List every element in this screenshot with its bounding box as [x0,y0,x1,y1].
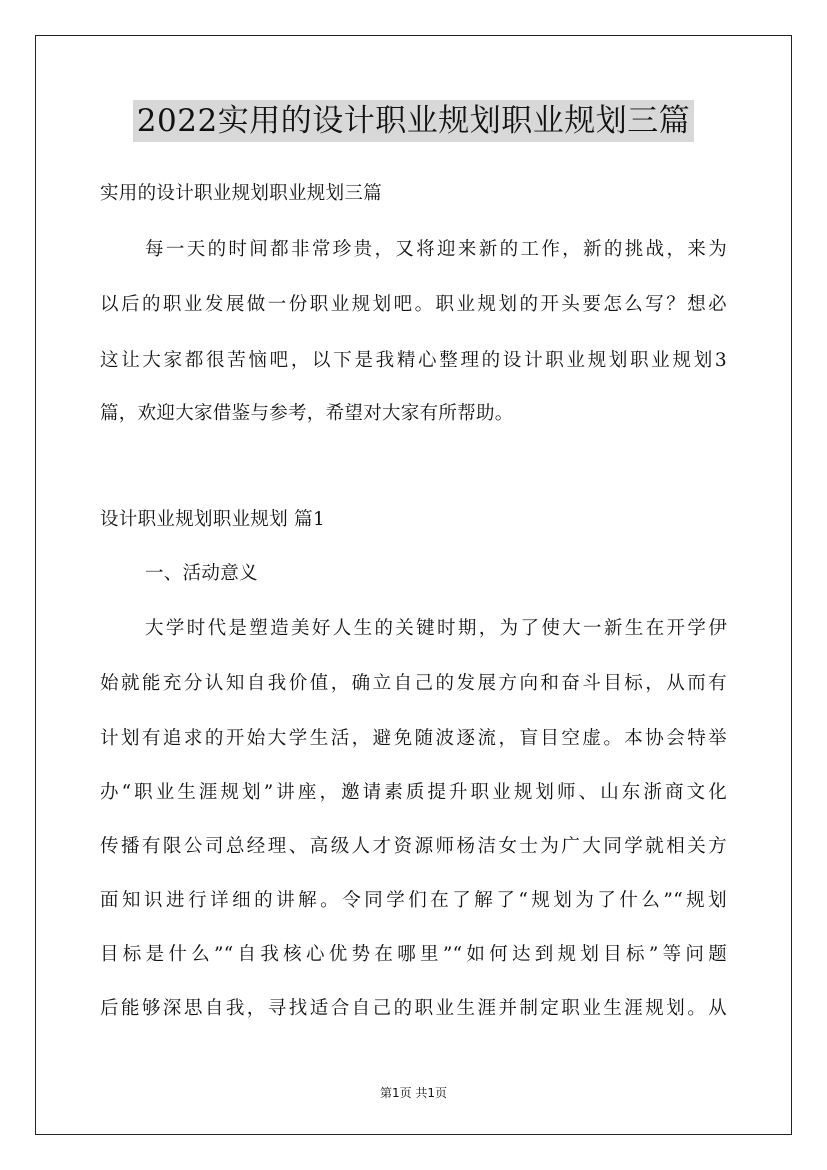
body-line: 后能够深思自我，寻找适合自己的职业生涯并制定职业生涯规划。从 [100,998,727,1019]
document-title: 2022实用的设计职业规划职业规划三篇 [133,100,694,142]
intro-line: 这让大家都很苦恼吧，以下是我精心整理的设计职业规划职业规划3 [100,350,727,371]
body-line: 目标是什么”“自我核心优势在哪里”“如何达到规划目标”等问题 [100,944,727,965]
body-line: 传播有限公司总经理、高级人才资源师杨洁女士为广大同学就相关方 [100,836,727,857]
body-line: 计划有追求的开始大学生活，避免随波逐流，盲目空虚。本协会特举 [100,728,727,749]
subheading: 一、活动意义 [145,563,258,584]
title-container [0,100,827,142]
intro-line: 篇，欢迎大家借鉴与参考，希望对大家有所帮助。 [100,403,514,424]
body-line: 始就能充分认知自我价值，确立自己的发展方向和奋斗目标，从而有 [100,673,727,694]
intro-line: 每一天的时间都非常珍贵，又将迎来新的工作，新的挑战，来为 [145,239,727,260]
body-line: 办“职业生涯规划”讲座，邀请素质提升职业规划师、山东浙商文化 [100,782,727,803]
body-line: 大学时代是塑造美好人生的关键时期，为了使大一新生在开学伊 [145,618,727,639]
page-footer: 第1页 共1页 [379,1086,448,1100]
intro-line: 以后的职业发展做一份职业规划吧。职业规划的开头要怎么写？想必 [100,294,727,315]
body-line: 面知识进行详细的讲解。令同学们在了解了“规划为了什么”“规划 [100,890,727,911]
section-heading: 设计职业规划职业规划 篇1 [100,509,326,530]
document-subtitle: 实用的设计职业规划职业规划三篇 [100,183,383,204]
